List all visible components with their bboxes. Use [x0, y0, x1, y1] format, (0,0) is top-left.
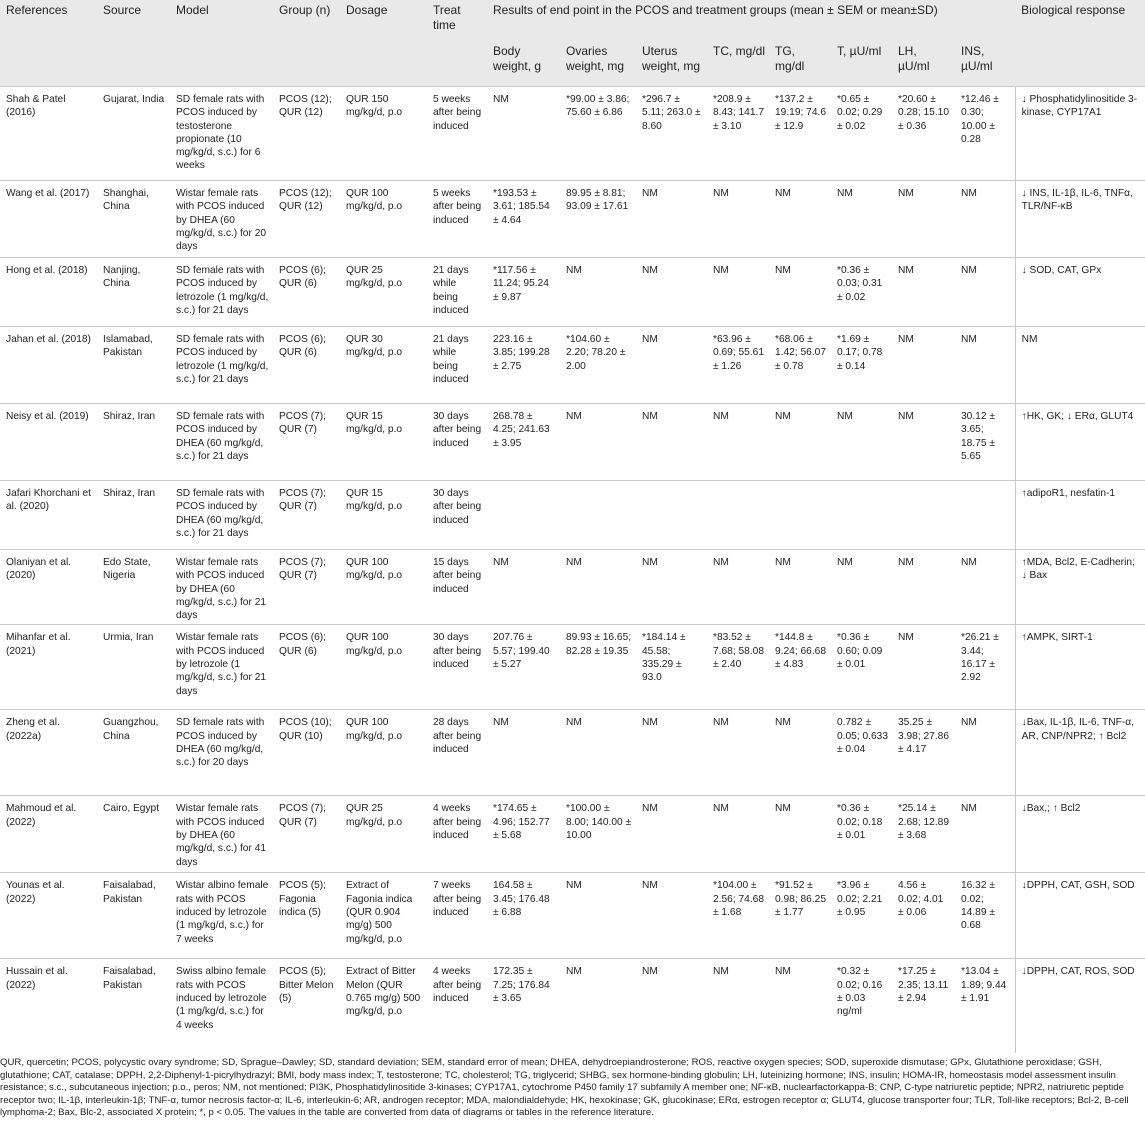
cell-treat-time: 5 weeks after being induced	[427, 181, 487, 258]
cell-reference: Wang et al. (2017)	[0, 181, 97, 258]
table-row	[0, 327, 1145, 404]
subheader-body-weight: Body weight, g	[487, 41, 560, 87]
cell-ovaries-weight: 89.95 ± 8.81; 93.09 ± 17.61	[560, 181, 636, 258]
cell-biological-response: ↑AMPK, SIRT-1	[1015, 625, 1145, 710]
subheader-tc: TC, mg/dl	[707, 41, 769, 87]
cell-ovaries-weight: NM	[560, 404, 636, 481]
cell-ins: *13.04 ± 1.89; 9.44 ± 1.91	[955, 959, 1015, 1053]
cell-body-weight: *174.65 ± 4.96; 152.77 ± 5.68	[487, 796, 560, 873]
cell-source: Faisalabad, Pakistan	[97, 959, 170, 1053]
cell-biological-response: ↑MDA, Bcl2, E-Cadherin; ↓ Bax	[1015, 550, 1145, 625]
cell-t: *0.36 ± 0.60; 0.09 ± 0.01	[831, 625, 892, 710]
cell-lh: NM	[892, 625, 955, 710]
cell-lh: NM	[892, 404, 955, 481]
table-row	[0, 550, 1145, 625]
cell-group: PCOS (6); QUR (6)	[273, 625, 340, 710]
cell-dosage: QUR 100 mg/kg/d, p.o	[340, 181, 427, 258]
cell-treat-time: 7 weeks after being induced	[427, 873, 487, 959]
cell-reference: Shah & Patel (2016)	[0, 87, 97, 181]
cell-treat-time: 4 weeks after being induced	[427, 796, 487, 873]
cell-t: NM	[831, 404, 892, 481]
cell-ovaries-weight	[560, 481, 636, 550]
cell-source: Shiraz, Iran	[97, 404, 170, 481]
col-header-treat-time: Treat time	[427, 0, 487, 87]
cell-tc: NM	[707, 710, 769, 796]
table-row	[0, 181, 1145, 258]
table-row	[0, 258, 1145, 327]
cell-biological-response: ↓ SOD, CAT, GPx	[1015, 258, 1145, 327]
cell-uterus-weight	[636, 481, 707, 550]
cell-reference: Hussain et al. (2022)	[0, 959, 97, 1053]
cell-lh: 35.25 ± 3.98; 27.86 ± 4.17	[892, 710, 955, 796]
cell-model: SD female rats with PCOS induced by testosterone propionate (10 mg/kg/d, s.c.) for 6 weeks	[170, 87, 273, 181]
subheader-ovaries-weight: Ovaries weight, mg	[560, 41, 636, 87]
cell-dosage: QUR 100 mg/kg/d, p.o	[340, 710, 427, 796]
cell-dosage: QUR 15 mg/kg/d, p.o	[340, 481, 427, 550]
cell-ovaries-weight: *99.00 ± 3.86; 75.60 ± 6.86	[560, 87, 636, 181]
cell-treat-time: 28 days after being induced	[427, 710, 487, 796]
cell-group: PCOS (7); QUR (7)	[273, 481, 340, 550]
cell-dosage: QUR 100 mg/kg/d, p.o	[340, 550, 427, 625]
table-row	[0, 959, 1145, 1053]
cell-dosage: Extract of Fagonia indica (QUR 0.904 mg/g) 500 mg/kg/d, p.o	[340, 873, 427, 959]
cell-lh: *20.60 ± 0.28; 15.10 ± 0.36	[892, 87, 955, 181]
cell-tg: NM	[769, 258, 831, 327]
cell-ins: 30.12 ± 3.65; 18.75 ± 5.65	[955, 404, 1015, 481]
cell-body-weight: NM	[487, 550, 560, 625]
cell-lh: NM	[892, 258, 955, 327]
col-header-model: Model	[170, 0, 273, 87]
cell-uterus-weight: NM	[636, 796, 707, 873]
cell-body-weight: NM	[487, 87, 560, 181]
cell-uterus-weight: NM	[636, 550, 707, 625]
cell-body-weight: 223.16 ± 3.85; 199.28 ± 2.75	[487, 327, 560, 404]
cell-uterus-weight: NM	[636, 258, 707, 327]
cell-ovaries-weight: *100.00 ± 8.00; 140.00 ± 10.00	[560, 796, 636, 873]
cell-source: Gujarat, India	[97, 87, 170, 181]
cell-tc: NM	[707, 959, 769, 1053]
cell-group: PCOS (12); QUR (12)	[273, 181, 340, 258]
cell-tg: NM	[769, 710, 831, 796]
cell-reference: Hong et al. (2018)	[0, 258, 97, 327]
cell-reference: Mihanfar et al. (2021)	[0, 625, 97, 710]
cell-ins: NM	[955, 796, 1015, 873]
cell-tg: NM	[769, 550, 831, 625]
cell-model: SD female rats with PCOS induced by DHEA (60 mg/kg/d, s.c.) for 21 days	[170, 404, 273, 481]
cell-t	[831, 481, 892, 550]
cell-ins: *12.46 ± 0.30; 10.00 ± 0.28	[955, 87, 1015, 181]
cell-biological-response: ↑HK, GK; ↓ ERα, GLUT4	[1015, 404, 1145, 481]
cell-source: Islamabad, Pakistan	[97, 327, 170, 404]
cell-group: PCOS (5); Bitter Melon (5)	[273, 959, 340, 1053]
cell-ins: 16.32 ± 0.02; 14.89 ± 0.68	[955, 873, 1015, 959]
cell-model: SD female rats with PCOS induced by DHEA (60 mg/kg/d, s.c.) for 21 days	[170, 481, 273, 550]
cell-model: Wistar female rats with PCOS induced by DHEA (60 mg/kg/d, s.c.) for 41 days	[170, 796, 273, 873]
cell-model: SD female rats with PCOS induced by letrozole (1 mg/kg/d, s.c.) for 21 days	[170, 258, 273, 327]
cell-t: NM	[831, 181, 892, 258]
cell-tc: NM	[707, 258, 769, 327]
cell-lh: NM	[892, 327, 955, 404]
cell-reference: Zheng et al. (2022a)	[0, 710, 97, 796]
cell-group: PCOS (7); QUR (7)	[273, 796, 340, 873]
cell-uterus-weight: NM	[636, 181, 707, 258]
cell-biological-response: ↓DPPH, CAT, ROS, SOD	[1015, 959, 1145, 1053]
cell-source: Cairo, Egypt	[97, 796, 170, 873]
cell-treat-time: 30 days after being induced	[427, 404, 487, 481]
cell-body-weight: 207.76 ± 5.57; 199.40 ± 5.27	[487, 625, 560, 710]
cell-lh: *17.25 ± 2.35; 13.11 ± 2.94	[892, 959, 955, 1053]
cell-dosage: QUR 25 mg/kg/d, p.o	[340, 258, 427, 327]
cell-treat-time: 5 weeks after being induced	[427, 87, 487, 181]
cell-lh: NM	[892, 550, 955, 625]
table-row	[0, 796, 1145, 873]
cell-dosage: QUR 15 mg/kg/d, p.o	[340, 404, 427, 481]
cell-biological-response: NM	[1015, 327, 1145, 404]
cell-t: NM	[831, 550, 892, 625]
cell-ovaries-weight: NM	[560, 550, 636, 625]
col-header-biological-response: Biological response	[1015, 0, 1145, 87]
cell-model: Wistar female rats with PCOS induced by DHEA (60 mg/kg/d, s.c.) for 20 days	[170, 181, 273, 258]
cell-body-weight: NM	[487, 710, 560, 796]
cell-tg: *144.8 ± 9.24; 66.68 ± 4.83	[769, 625, 831, 710]
cell-ovaries-weight: NM	[560, 258, 636, 327]
cell-uterus-weight: NM	[636, 327, 707, 404]
cell-dosage: QUR 150 mg/kg/d, p.o	[340, 87, 427, 181]
cell-t: *0.36 ± 0.03; 0.31 ± 0.02	[831, 258, 892, 327]
col-header-group: Group (n)	[273, 0, 340, 87]
cell-biological-response: ↓Bax,; ↑ Bcl2	[1015, 796, 1145, 873]
cell-tg: NM	[769, 796, 831, 873]
cell-t: 0.782 ± 0.05; 0.633 ± 0.04	[831, 710, 892, 796]
cell-treat-time: 21 days while being induced	[427, 258, 487, 327]
cell-t: *3.96 ± 0.02; 2.21 ± 0.95	[831, 873, 892, 959]
cell-source: Nanjing, China	[97, 258, 170, 327]
cell-model: Wistar female rats with PCOS induced by letrozole (1 mg/kg/d, s.c.) for 21 days	[170, 625, 273, 710]
cell-tc: *63.96 ± 0.69; 55.61 ± 1.26	[707, 327, 769, 404]
cell-model: Wistar female rats with PCOS induced by DHEA (60 mg/kg/d, s.c.) for 21 days	[170, 550, 273, 625]
cell-tc: *104.00 ± 2.56; 74.68 ± 1.68	[707, 873, 769, 959]
table-body	[0, 87, 1145, 1053]
cell-group: PCOS (7); QUR (7)	[273, 404, 340, 481]
cell-ins: NM	[955, 181, 1015, 258]
cell-ins: NM	[955, 327, 1015, 404]
cell-source: Shanghai, China	[97, 181, 170, 258]
cell-ins: NM	[955, 258, 1015, 327]
cell-tg: NM	[769, 959, 831, 1053]
cell-ovaries-weight: *104.60 ± 2.20; 78.20 ± 2.00	[560, 327, 636, 404]
cell-uterus-weight: NM	[636, 710, 707, 796]
cell-model: Wistar albino female rats with PCOS induced by letrozole (1 mg/kg/d, s.c.) for 7 weeks	[170, 873, 273, 959]
cell-t: *0.65 ± 0.02; 0.29 ± 0.02	[831, 87, 892, 181]
table-row	[0, 404, 1145, 481]
cell-ovaries-weight: NM	[560, 710, 636, 796]
table-row	[0, 873, 1145, 959]
col-header-source: Source	[97, 0, 170, 87]
col-header-references: References	[0, 0, 97, 87]
cell-tg: NM	[769, 404, 831, 481]
cell-tg: *68.06 ± 1.42; 56.07 ± 0.78	[769, 327, 831, 404]
cell-treat-time: 30 days after being induced	[427, 481, 487, 550]
cell-source: Shiraz, Iran	[97, 481, 170, 550]
cell-body-weight: 172.35 ± 7.25; 176.84 ± 3.65	[487, 959, 560, 1053]
subheader-lh: LH, µU/ml	[892, 41, 955, 87]
cell-source: Guangzhou, China	[97, 710, 170, 796]
cell-group: PCOS (6); QUR (6)	[273, 327, 340, 404]
cell-dosage: QUR 100 mg/kg/d, p.o	[340, 625, 427, 710]
cell-group: PCOS (10); QUR (10)	[273, 710, 340, 796]
cell-ins	[955, 481, 1015, 550]
cell-reference: Mahmoud et al. (2022)	[0, 796, 97, 873]
cell-tc: NM	[707, 796, 769, 873]
cell-model: SD female rats with PCOS induced by letrozole (1 mg/kg/d, s.c.) for 21 days	[170, 327, 273, 404]
table-row	[0, 481, 1145, 550]
subheader-uterus-weight: Uterus weight, mg	[636, 41, 707, 87]
cell-uterus-weight: NM	[636, 959, 707, 1053]
cell-ovaries-weight: NM	[560, 873, 636, 959]
cell-dosage: Extract of Bitter Melon (QUR 0.765 mg/g) 500 mg/kg/d, p.o	[340, 959, 427, 1053]
cell-tc	[707, 481, 769, 550]
table-row	[0, 625, 1145, 710]
cell-uterus-weight: NM	[636, 873, 707, 959]
cell-reference: Olaniyan et al. (2020)	[0, 550, 97, 625]
cell-lh: *25.14 ± 2.68; 12.89 ± 3.68	[892, 796, 955, 873]
cell-body-weight: 268.78 ± 4.25; 241.63 ± 3.95	[487, 404, 560, 481]
cell-model: Swiss albino female rats with PCOS induced by letrozole (1 mg/kg/d, s.c.) for 4 weeks	[170, 959, 273, 1053]
subheader-ins: INS, µU/ml	[955, 41, 1015, 87]
cell-reference: Jafari Khorchani et al. (2020)	[0, 481, 97, 550]
cell-treat-time: 30 days after being induced	[427, 625, 487, 710]
cell-treat-time: 4 weeks after being induced	[427, 959, 487, 1053]
cell-body-weight: *117.56 ± 11.24; 95.24 ± 9.87	[487, 258, 560, 327]
cell-tc: *208.9 ± 8.43; 141.7 ± 3.10	[707, 87, 769, 181]
cell-lh	[892, 481, 955, 550]
subheader-t: T, µU/ml	[831, 41, 892, 87]
cell-lh: NM	[892, 181, 955, 258]
cell-source: Urmia, Iran	[97, 625, 170, 710]
cell-treat-time: 15 days after being induced	[427, 550, 487, 625]
table-row	[0, 710, 1145, 796]
cell-biological-response: ↓ INS, IL-1β, IL-6, TNFα, TLR/NF-κB	[1015, 181, 1145, 258]
header-row	[0, 0, 1145, 41]
cell-ovaries-weight: 89.93 ± 16.65; 82.28 ± 19.35	[560, 625, 636, 710]
cell-body-weight: *193.53 ± 3.61; 185.54 ± 4.64	[487, 181, 560, 258]
cell-reference: Jahan et al. (2018)	[0, 327, 97, 404]
cell-tg: *137.2 ± 19.19; 74.6 ± 12.9	[769, 87, 831, 181]
cell-body-weight	[487, 481, 560, 550]
cell-dosage: QUR 30 mg/kg/d, p.o	[340, 327, 427, 404]
cell-group: PCOS (7); QUR (7)	[273, 550, 340, 625]
cell-ins: *26.21 ± 3.44; 16.17 ± 2.92	[955, 625, 1015, 710]
cell-group: PCOS (12); QUR (12)	[273, 87, 340, 181]
cell-uterus-weight: *296.7 ± 5.11; 263.0 ± 8.60	[636, 87, 707, 181]
table-row	[0, 87, 1145, 181]
cell-lh: 4.56 ± 0.02; 4.01 ± 0.06	[892, 873, 955, 959]
cell-tc: NM	[707, 550, 769, 625]
cell-model: SD female rats with PCOS induced by DHEA (60 mg/kg/d, s.c.) for 20 days	[170, 710, 273, 796]
cell-t: *0.32 ± 0.02; 0.16 ± 0.03 ng/ml	[831, 959, 892, 1053]
table-footnote: QUR, quercetin; PCOS, polycystic ovary syndrome; SD, Sprague–Dawley; SD, standard deviation; SEM, standard error of mean; DHEA, dehydroepiandrosterone; ROS, reactive oxygen species; SOD, superoxide dismutase; GPx, Glutathione peroxidase; GSH, glutathione; CAT, catalase; DPPH, 2,2-Diphenyl-1-picrylhydrazyl; BMI, body mass index; T, testosterone; TC, cholesterol; TG, triglycerid; SHBG, sex hormone-binding globulin; LH, luteinizing hormone; INS, insulin; HOMA-IR, homeostasis model assessment insulin resistance; s.c., subcutaneous injection; p.o., peros; NM, not mentioned; PI3K, Phosphatidylinositide 3-kinases; CYP17A1, cytochrome P450 family 17 subfamily A member one; NF-κB, nuclearfactorkappa-B; CNP, C-type natriuretic peptide; NPR2, natriuretic peptide receptor two; IL-1β, interleukin-1β; TNF-α, tumor necrosis factor-α; IL-6, interleukin-6; AR, androgen receptor; MDA, malondialdehyde; HK, hexokinase; GK, glucokinase; ERα, estrogen receptor α; GLUT4, glucose transporter four; TLR, Toll-like receptors; Bcl-2, B-cell lymphoma-2; Bax, Blc-2, associated X protein; *, p < 0.05. The values in the table are converted from data of diagrams or tables in the reference literature.	[0, 1056, 1129, 1119]
cell-group: PCOS (6); QUR (6)	[273, 258, 340, 327]
cell-treat-time: 21 days while being induced	[427, 327, 487, 404]
cell-tg	[769, 481, 831, 550]
cell-dosage: QUR 25 mg/kg/d, p.o	[340, 796, 427, 873]
cell-tg: NM	[769, 181, 831, 258]
cell-t: *1.69 ± 0.17; 0.78 ± 0.14	[831, 327, 892, 404]
cell-source: Faisalabad, Pakistan	[97, 873, 170, 959]
cell-biological-response: ↓DPPH, CAT, GSH, SOD	[1015, 873, 1145, 959]
cell-biological-response: ↑adipoR1, nesfatin-1	[1015, 481, 1145, 550]
cell-t: *0.36 ± 0.02; 0.18 ± 0.01	[831, 796, 892, 873]
cell-ins: NM	[955, 550, 1015, 625]
cell-biological-response: ↓ Phosphatidylinositide 3-kinase, CYP17A1	[1015, 87, 1145, 181]
cell-ins: NM	[955, 710, 1015, 796]
cell-uterus-weight: NM	[636, 404, 707, 481]
cell-reference: Neisy et al. (2019)	[0, 404, 97, 481]
col-header-results: Results of end point in the PCOS and treatment groups (mean ± SEM or mean±SD)	[487, 0, 1015, 41]
subheader-tg: TG, mg/dl	[769, 41, 831, 87]
cell-body-weight: 164.58 ± 3.45; 176.48 ± 6.88	[487, 873, 560, 959]
cell-tc: NM	[707, 181, 769, 258]
cell-biological-response: ↓Bax, IL-1β, IL-6, TNF-α, AR, CNP/NPR2; ↑ Bcl2	[1015, 710, 1145, 796]
col-header-dosage: Dosage	[340, 0, 427, 87]
cell-ovaries-weight: NM	[560, 959, 636, 1053]
cell-source: Edo State, Nigeria	[97, 550, 170, 625]
cell-tc: NM	[707, 404, 769, 481]
cell-group: PCOS (5); Fagonia indica (5)	[273, 873, 340, 959]
cell-tg: *91.52 ± 0.98; 86.25 ± 1.77	[769, 873, 831, 959]
cell-reference: Younas et al. (2022)	[0, 873, 97, 959]
cell-tc: *83.52 ± 7.68; 58.08 ± 2.40	[707, 625, 769, 710]
cell-uterus-weight: *184.14 ± 45.58; 335.29 ± 93.0	[636, 625, 707, 710]
